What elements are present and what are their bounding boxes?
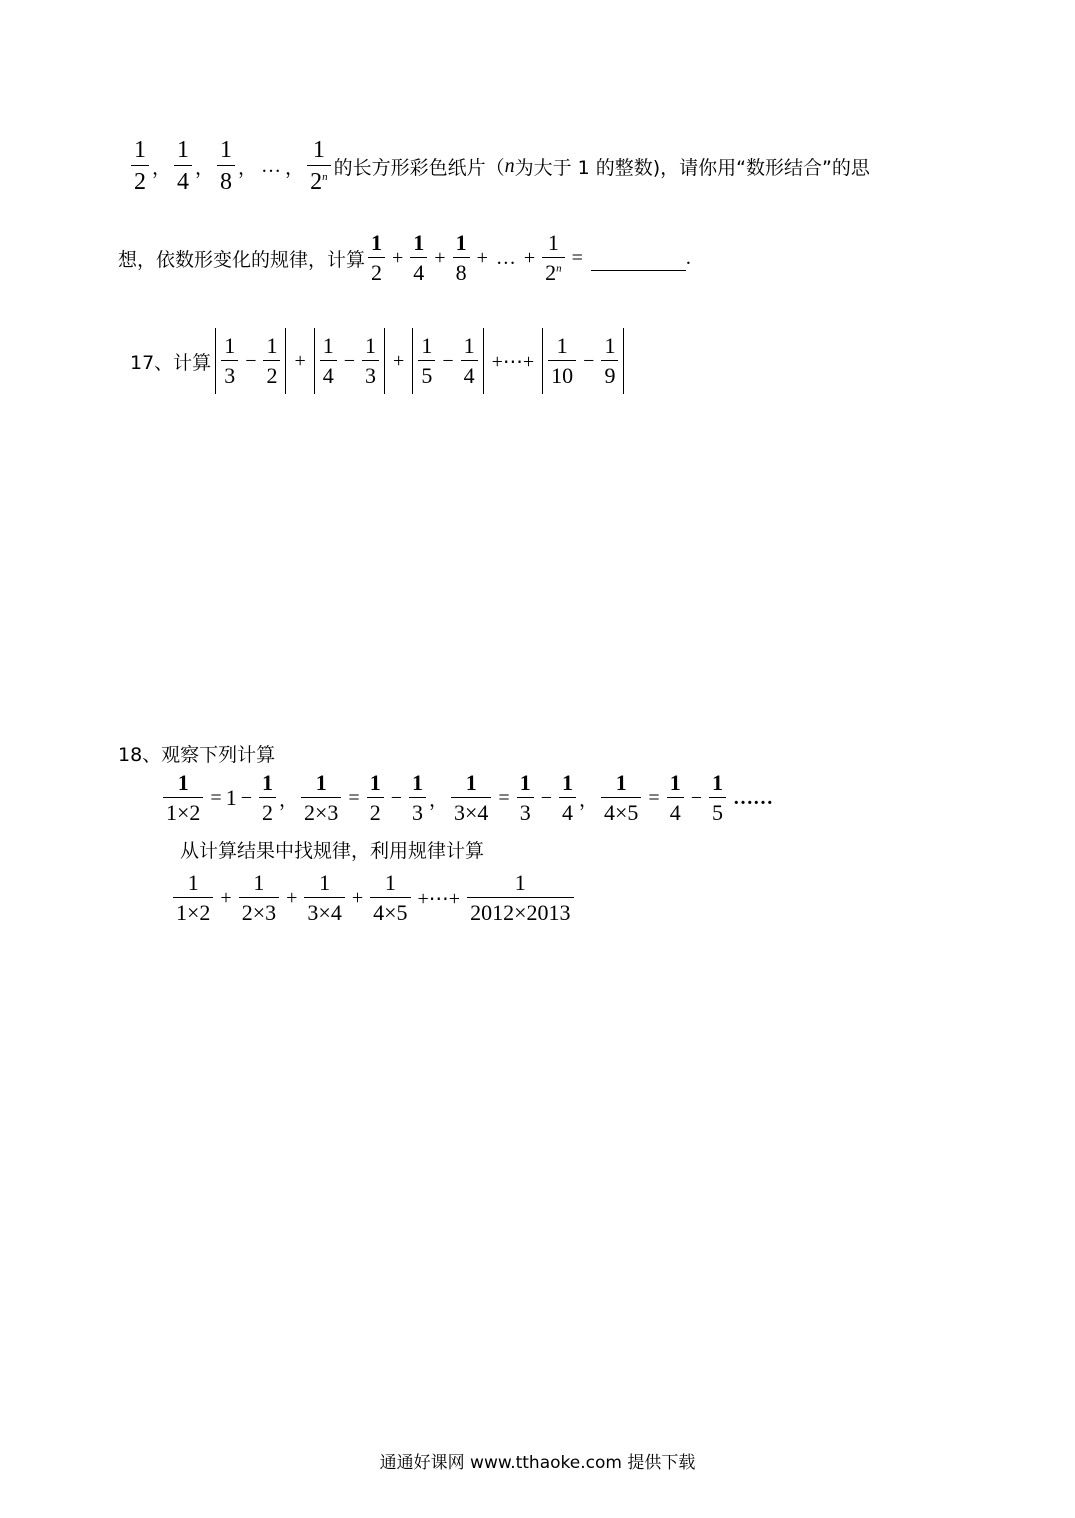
question-label: 17、计算 xyxy=(130,351,212,374)
fraction-1-over-2n: $\frac{1}{2^n}$ xyxy=(542,232,565,284)
fraction: $\frac{1}{8}$ xyxy=(217,138,235,194)
paper-strip-line xyxy=(128,138,870,194)
ellipsis: … xyxy=(495,246,516,269)
observation-equations: $\frac{1}{1\times 2}$ = 1 − $\frac{1}{2}$ ， $\frac{1}{2\times 3}$ = $\frac{1}{2}$ − $\frac{1}{3}$ ， $\frac{1}{3\times 4}$ = $\frac{1}{3}$ − $\frac{1}{4}$ ， $\frac{1}{4\times 5}$ = $\frac{1}{4}$ − $\frac{1}{5}$ …… xyxy=(160,772,777,824)
variable-n: n xyxy=(504,154,515,177)
series-to-compute: $\frac{1}{1\times 2}$ + $\frac{1}{2\times 3}$ + $\frac{1}{3\times 4}$ + $\frac{1}{4\times 5}$ +⋯+ $\frac{1}{2012\times 2013}$ xyxy=(170,872,577,924)
fraction: $\frac{1}{4}$ xyxy=(410,232,427,284)
separator: ， xyxy=(285,156,305,179)
separator: ， xyxy=(195,156,215,179)
absolute-value-term: $\frac{1}{4}$ − $\frac{1}{3}$ xyxy=(314,328,385,394)
fraction: $\frac{1}{4}$ xyxy=(174,138,192,194)
period: . xyxy=(685,246,691,269)
footer-credit: 通通好课网 www.tthaoke.com 提供下载 xyxy=(379,1453,696,1473)
ellipsis: … xyxy=(261,154,282,177)
separator: ， xyxy=(238,156,258,179)
fraction: $\frac{1}{8}$ xyxy=(453,232,470,284)
question-18-label: 18、观察下列计算 xyxy=(118,744,276,766)
fraction: $\frac{1}{2}$ xyxy=(368,232,385,284)
fraction-1-over-2n: $\frac{1}{2^n}$ xyxy=(307,138,331,194)
problem-text: 想，依数形变化的规律，计算 xyxy=(118,248,366,271)
sum-question-line: 想，依数形变化的规律，计算 $\frac{1}{2}$ + $\frac{1}{4}$ + $\frac{1}{8}$ + … + $\frac{1}{2^n}$ = . xyxy=(118,230,691,285)
separator: ， xyxy=(152,156,172,179)
problem-text: 为大于 1 的整数)，请你用“数形结合”的思 xyxy=(514,156,870,179)
absolute-value-term: $\frac{1}{3}$ − $\frac{1}{2}$ xyxy=(215,328,286,394)
instruction-line: 从计算结果中找规律，利用规律计算 xyxy=(180,840,485,862)
absolute-value-term: $\frac{1}{5}$ − $\frac{1}{4}$ xyxy=(412,328,483,394)
ellipsis: …… xyxy=(732,786,773,809)
question-17: 17、计算 $\frac{1}{3}$ − $\frac{1}{2}$ + $\frac{1}{4}$ − $\frac{1}{3}$ + $\frac{1}{5}$ − $\frac{1}{4}$ +⋯+ $\frac{1}{10}$ − $\frac{1}{9}$ xyxy=(130,328,628,394)
problem-text: 的长方形彩色纸片（ xyxy=(333,156,505,179)
fraction: $\frac{1}{2}$ xyxy=(131,138,149,194)
absolute-value-term: $\frac{1}{10}$ − $\frac{1}{9}$ xyxy=(542,328,624,394)
answer-blank xyxy=(591,246,686,271)
equals-sign: = xyxy=(571,246,583,269)
